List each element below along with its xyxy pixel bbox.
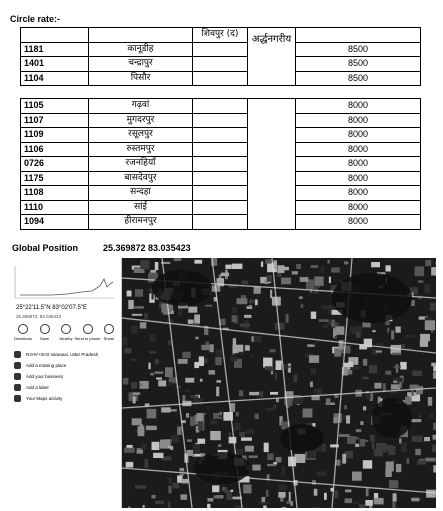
nearby-button[interactable] [57, 324, 75, 341]
village-code: 1175 [21, 171, 89, 186]
village-name: सन्दहा [89, 186, 193, 201]
header-cell [89, 28, 193, 43]
phone-icon [83, 324, 93, 334]
table-row [21, 71, 421, 86]
village-code: 1181 [21, 42, 89, 57]
circle-rate-value: 8500 [296, 71, 421, 86]
coordinates-dms[interactable]: 25°22'11.5"N 83°02'07.5"E [16, 305, 87, 311]
table-row [21, 186, 421, 201]
coordinates-decimal: 25.369872, 83.035423 [16, 314, 62, 319]
blank-cell [193, 186, 248, 201]
blank-cell [193, 113, 248, 128]
table-row [21, 215, 421, 230]
blank-cell [193, 215, 248, 230]
blank-cell [193, 71, 248, 86]
blank-cell [193, 171, 248, 186]
add-business-item[interactable] [14, 371, 120, 382]
table-row [21, 128, 421, 143]
village-name: रजनहियाँ [89, 157, 193, 172]
circle-rate-value: 8000 [296, 142, 421, 157]
table-row [21, 171, 421, 186]
history-icon [14, 395, 21, 402]
table-row [21, 99, 421, 114]
table-row [21, 200, 421, 215]
circle-rate-value: 8500 [296, 57, 421, 72]
share-button[interactable] [100, 324, 118, 341]
village-code: 1401 [21, 57, 89, 72]
share-icon [104, 324, 114, 334]
svg-text:·: · [18, 268, 20, 273]
village-code: 1108 [21, 186, 89, 201]
village-name: हीरामनपुर [89, 215, 193, 230]
item-label: Add your business [26, 374, 64, 379]
pin-icon [14, 362, 21, 369]
village-name: चन्द्रापुर [89, 57, 193, 72]
table-row [21, 57, 421, 72]
flag-icon [14, 384, 21, 391]
button-label: Nearby [59, 336, 73, 341]
header-cell [296, 28, 421, 43]
village-code: 1107 [21, 113, 89, 128]
header-cell [21, 28, 89, 43]
add-missing-place-item[interactable] [14, 360, 120, 371]
store-icon [14, 373, 21, 380]
blank-cell [193, 57, 248, 72]
circle-rate-table-bottom [20, 98, 421, 230]
bookmark-icon [40, 324, 50, 334]
village-code: 1105 [21, 99, 89, 114]
table-row [21, 42, 421, 57]
action-button-row [14, 324, 118, 341]
circle-rate-value: 8000 [296, 215, 421, 230]
send-to-phone-button[interactable] [74, 324, 101, 341]
directions-button[interactable] [14, 324, 32, 341]
village-code: 1104 [21, 71, 89, 86]
circle-rate-value: 8000 [296, 113, 421, 128]
plus-code-item[interactable] [14, 349, 120, 360]
button-label: Send to phone [74, 336, 101, 341]
save-button[interactable] [36, 324, 54, 341]
global-position-label: Global Position [12, 243, 79, 253]
circle-rate-value: 8000 [296, 186, 421, 201]
satellite-imagery [122, 258, 436, 508]
blank-cell [193, 128, 248, 143]
circle-rate-value: 8000 [296, 157, 421, 172]
village-code: 1110 [21, 200, 89, 215]
circle-rate-value: 8000 [296, 200, 421, 215]
table-row [21, 142, 421, 157]
blank-cell [193, 157, 248, 172]
village-name: बासदेवपुर [89, 171, 193, 186]
village-name: गढ़वां [89, 99, 193, 114]
table-header-row [21, 28, 421, 43]
area-type-cell: अर्द्धनगरीय [248, 28, 296, 86]
table-row [21, 113, 421, 128]
circle-rate-value: 8000 [296, 99, 421, 114]
blank-merged-cell [248, 99, 296, 230]
button-label: Save [39, 336, 50, 341]
village-name: कानूडीह [89, 42, 193, 57]
item-label: RJHV+XH3 Varanasi, Uttar Pradesh [26, 352, 99, 357]
circle-rate-value: 8500 [296, 42, 421, 57]
circle-rate-value: 8000 [296, 128, 421, 143]
village-name: मुगदरपुर [89, 113, 193, 128]
directions-icon [18, 324, 28, 334]
add-label-item[interactable] [14, 382, 120, 393]
table-row [21, 157, 421, 172]
elevation-graph [12, 262, 118, 302]
nearby-icon [61, 324, 71, 334]
village-code: 1106 [21, 142, 89, 157]
circle-rate-value: 8000 [296, 171, 421, 186]
map-info-panel [8, 258, 122, 508]
item-label: Add a label [26, 385, 49, 390]
village-header: शिवपुर (द) [193, 28, 248, 43]
grid-icon [14, 351, 21, 358]
village-code: 0726 [21, 157, 89, 172]
global-position-value: 25.369872 83.035423 [103, 243, 191, 253]
village-name: रसूलपुर [89, 128, 193, 143]
village-code: 1094 [21, 215, 89, 230]
maps-activity-item[interactable] [14, 393, 120, 404]
blank-cell [193, 42, 248, 57]
item-label: Add a missing place [26, 363, 67, 368]
blank-cell [193, 99, 248, 114]
place-info-list [14, 349, 120, 404]
village-code: 1109 [21, 128, 89, 143]
circle-rate-heading: Circle rate:- [10, 14, 61, 24]
blank-cell [193, 142, 248, 157]
blank-cell [193, 200, 248, 215]
village-name: रुस्तमपुर [89, 142, 193, 157]
satellite-map[interactable] [122, 258, 436, 508]
circle-rate-table-top [20, 27, 421, 86]
button-label: Share [103, 336, 115, 341]
village-name: पिसौर [89, 71, 193, 86]
button-label: Directions [14, 336, 32, 341]
item-label: Your Maps activity [26, 396, 63, 401]
village-name: सांई [89, 200, 193, 215]
